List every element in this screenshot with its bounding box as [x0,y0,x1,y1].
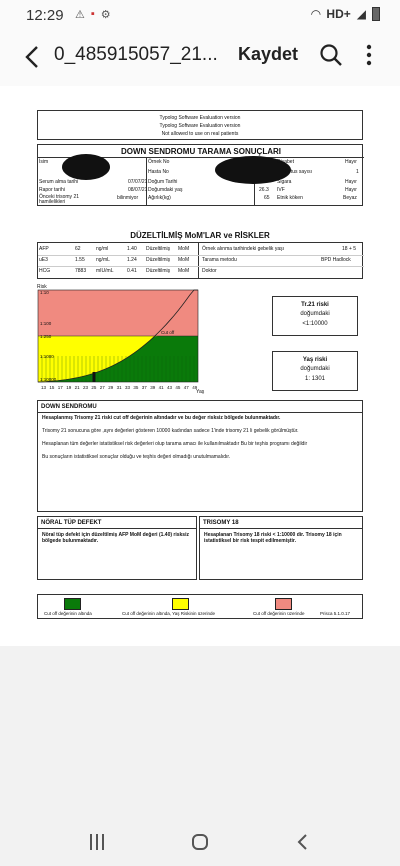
marker-name: uE3 [39,257,48,263]
wifi-icon: ◠ [311,7,321,21]
patient-right-value-0: Hayır [345,159,357,165]
x-tick-label: 21 [74,385,80,390]
marker-mom-label: Düzeltilmiş [146,257,171,263]
patient-mid-label-1: Hasta No [148,169,169,175]
x-tick-label: 19 [66,385,72,390]
search-button[interactable] [318,42,344,68]
marker-mom: 0.41 [127,268,137,274]
tr21-risk-title: Tr.21 riski [301,302,329,308]
x-tick-label: 29 [108,385,114,390]
marker-mom-unit: MoM [178,257,190,263]
age-risk-title: Yaş riski [302,357,328,363]
ntd-box [37,516,197,580]
file-title: 0_485915057_21... [54,44,218,65]
chart-age-label: Yaş [196,389,205,395]
report-title: DOWN SENDROMU TARAMA SONUÇLARI [121,147,281,156]
notification-icons [75,8,111,21]
tr21-risk-box [272,296,358,336]
marker-unit: ng/ml [96,246,109,252]
x-tick-label: 45 [175,385,181,390]
nav-back-button[interactable] [288,828,318,856]
patient-mid-label-4: Ağırlık(kg) [148,195,171,201]
age-risk-sub: doğumdaki [300,366,330,372]
patient-mid-label-3: Doğumdaki yaş [148,187,183,193]
patient-left-label-4: Önceki trisomy 21 hamilelikleri [39,194,80,205]
y-tick-label: 1:1000 [40,354,54,359]
patient-right-label-3: IVF [277,187,285,193]
app-icon: ▪ [90,8,95,20]
search-icon [318,42,344,68]
marker-mom-label: Düzeltilmiş [146,268,171,274]
t18-text: Hesaplanan Trisomy 18 riski < 1:10000 dir. Trisomy 18 için istatistiksel bir risk tespit edilmemiştir. [204,532,342,544]
app-toolbar [0,30,400,86]
x-tick-label: 15 [49,385,55,390]
x-tick-label: 23 [83,385,89,390]
battery-icon [372,7,380,21]
x-tick-label: 37 [141,385,147,390]
document-page[interactable] [0,86,400,646]
x-tick-label: 49 [192,385,198,390]
patient-right-label-4: Etnik köken [277,195,303,201]
system-nav-bar [0,818,400,866]
legend-red-swatch [275,598,292,610]
more-vert-icon [362,42,376,68]
version-label: Prisca 5.1.0.17 [320,611,351,616]
save-button[interactable]: Kaydet [238,44,299,64]
x-tick-label: 39 [150,385,156,390]
chart-risk-label: Risk [37,284,47,290]
header-line-3: Not allowed to use on real patients [161,131,239,137]
marker-mom-unit: MoM [178,246,190,252]
header-line-2: Typolog Software Evaluation version [159,123,241,129]
x-tick-label: 13 [41,385,47,390]
marker-name: HCG [39,268,51,274]
t18-box [199,516,363,580]
tr21-risk-value: <1:10000 [302,321,328,327]
recent-apps-button[interactable] [82,828,112,856]
y-tick-label: 1:100 [40,321,52,326]
sample-label-0: Örnek alınma tarihindeki gebelik yaşı [202,246,284,252]
sample-value-0: 18 + 5 [342,246,357,252]
down-title: DOWN SENDROMU [41,404,97,410]
patient-right-value-4: Beyaz [343,195,357,201]
back-button[interactable] [18,42,48,72]
patient-left-label-0: İsim [39,159,49,165]
status-time: 12:29 [26,7,64,24]
sample-value-1: BPD Hadlock [321,257,351,263]
down-syndrome-box [37,400,363,512]
back-icon [18,42,48,72]
t18-title: TRISOMY 18 [203,520,239,526]
marker-name: AFP [39,246,49,252]
patient-right-value-2: Hayır [345,179,357,185]
patient-right-label-2: Sigara [277,179,292,185]
patient-mid-value-4: 65 [264,195,270,201]
x-tick-label: 31 [116,385,122,390]
home-icon [185,828,215,856]
y-tick-label: 1:10000 [40,377,57,382]
age-risk-box [272,351,358,391]
marker-mom: 1.24 [127,257,137,263]
x-tick-label: 25 [91,385,97,390]
patient-right-label-0: Diyabet [277,159,294,165]
legend-green-label: Cut off değerinin altında [44,611,92,616]
x-tick-label: 35 [133,385,139,390]
y-tick-label: 1:10 [40,290,49,295]
patient-right-value-1: 1 [356,169,359,175]
settings-icon: ⚙ [100,9,111,21]
patient-left-value-4: bilinmiyor [117,195,139,201]
status-bar [0,0,400,30]
cutoff-label: Cut off [161,330,175,335]
x-tick-label: 33 [125,385,131,390]
legend-green-swatch [64,598,81,610]
x-tick-label: 43 [167,385,173,390]
patient-left-label-3: Rapor tarihi [39,187,65,193]
patient-left-value-2: 07/07/21 [128,179,148,185]
nav-back-icon [288,828,318,856]
patient-marker [93,372,96,382]
legend-yellow-swatch [172,598,189,610]
marker-mom-unit: MoM [178,268,190,274]
down-line-1: Hesaplanan tüm değerler istatistiksel risk değerleri olup tarama amacı ile kullanılmaktadır Bu bir teşhis programı değildir [42,441,308,447]
x-tick-label: 41 [158,385,164,390]
marker-value: 7883 [75,268,87,274]
marker-value: 62 [75,246,81,252]
age-risk-value: 1: 1301 [304,376,326,382]
system-icons [311,7,380,21]
ntd-title: NÖRAL TÜP DEFEKT [41,520,102,526]
patient-left-value-3: 08/07/21 [128,187,148,193]
patient-mid-label-2: Doğum Tarihi [148,179,178,185]
x-tick-label: 47 [183,385,189,390]
more-options-button[interactable] [362,42,376,68]
marker-mom-label: Düzeltilmiş [146,246,171,252]
tr21-risk-sub: doğumdaki [300,311,330,317]
marker-value: 1.55 [75,257,85,263]
redaction-blob [62,154,110,180]
sample-label-2: Doktor [202,268,217,274]
alert-icon: ⚠ [75,9,85,21]
down-line-2: Bu sonuçların istatistiksel sonuçlar olduğu ve teşhis değeri olmadığı unutulmamalıdır. [42,454,231,460]
recent-apps-icon [82,828,112,856]
patient-mid-label-0: Örnek No [148,159,170,165]
header-line-1: Typolog Software Evaluation version [159,115,241,121]
patient-mid-value-3: 26.3 [259,187,269,193]
patient-left-label-2: Serum alma tarihi [39,179,79,185]
software-header [37,110,363,140]
marker-unit: mIU/mL [96,268,114,274]
legend-box [37,594,363,619]
home-button[interactable] [185,828,215,856]
sample-label-1: Tarama metodu [202,257,237,263]
legend-yellow-label: Cut off değerinin altında, Yaş Riskinin üzerinde [122,611,216,616]
marker-unit: ng/mL [96,257,110,263]
down-line-0: Trisomy 21 sonucuna göre ,aynı değerleri gösteren 10000 kadından sadece 1'inde trisomy 21 li gebelik görülmüştür. [42,428,299,434]
down-bold-text: Hesaplanmış Trisomy 21 riski cut off değerinin altındadır ve bu değer risksiz bölgede bulunmaktadır. [42,415,281,421]
ntd-text: Nöral tüp defekt için düzeltilmiş AFP MoM değeri (1.40) risksiz bölgede bulunmaktadır. [42,532,189,544]
patient-right-label-1: Fetus sayısı [285,169,312,175]
network-label: HD+ [326,7,351,21]
x-tick-label: 27 [99,385,105,390]
signal-icon: ◢ [356,7,366,21]
patient-right-value-3: Hayır [345,187,357,193]
marker-mom: 1.40 [127,246,137,252]
legend-red-label: Cut off değerinin üzerinde [253,611,305,616]
y-tick-label: 1:250 [40,334,52,339]
mom-title: DÜZELTİLMİŞ MoM'LAR ve RİSKLER [130,231,270,240]
x-tick-label: 17 [57,385,63,390]
risk-chart [30,286,210,398]
